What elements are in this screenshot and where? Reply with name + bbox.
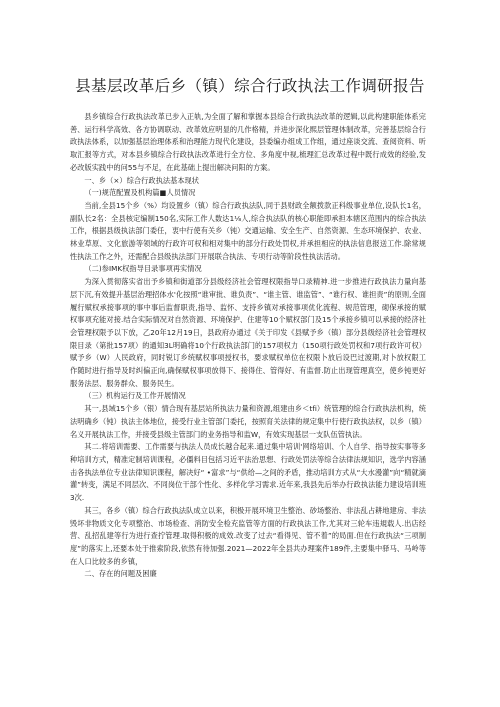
body-paragraph: 当前,全县15个乡（%）均设置乡（镇）综合行政执法队,同于县财政全额拨款正科级事业单位,设队长1名，副队长2名：全县核定编制150名,实际工作人数达1⅛人,综合执法队的核心职能即承担本辖区范围内的综合执法工作，根据县级执法部门委任，衷中行使有关乡（钝）交通运输、安全生产、自然资源、生态环境保护、农业、林业草原、文化旅游等领域的行政许可权和相对集中的部分行政处罚权,并承担相应的执法信息报送工作.除常规性执法工作之外，还需配合县级执法部门开展联合执法、专项行动等阶段性执法活动。 bbox=[70, 200, 426, 261]
body-paragraph: 其三，各乡（镇）综合行政执法队成立以来，积极开展环境卫生整治、砂场整治、非法乱占耕地建房、非法毁坏非物质文化专项整治、市场检查、消防安全检充监管等方面的行政执法工作,尤其对三轮车违規载人.出店经营、乱招乱建等行为进行查拧管理.取得积极的成效.改变了过去“看得见、管不着”的局面.但在行政执法“三项制度”的落实上,还要本处于推索阶段,依然有待加强.2021—2022年全县共办理案件189件,主要集中驿马、马岭等在人口比较多的乡镇， bbox=[70, 505, 426, 566]
section-heading: （二)参IMK权指导目录事项再实情况 bbox=[84, 264, 202, 274]
section-heading: （三）机构运行及工作开展情况 bbox=[84, 391, 186, 401]
body-paragraph: 为深入贯彻落实省出予乡镇和街道部分县级经济社会管理权限指导口录精神.进一步推进行政执法力量向基层下沉,有效提升基层治理招体水'化按照“谁审批、谁负责”、“谁主管、谁监管”、“谁行权、谁担责”的原则,全面履行赋权承接事项的事中事后监督职责,指导、监怀、支持乡镇对承接事项优化流程、规范管理，砌保承接的赋权事项充能对接.结合实际情况对自然资源、环境保护、住建等10个赋权部门及15个承接乡镇可以承接的经济社会管理权限予以下放，乙20年12月19日，县政府办通过《关于印发《县赋予乡（镇）部分县级经济社会管理权限目录（第批157项）的通知3L明确将10个行政执法部门的157项权力（150项行政处罚权和7项行政许可权）赋予乡（W）人民政府，同时锐订乡统赋权事项授权书，要求赋权单位在权限卜放后设巴过渡期,对卜放权限工作随时进行指导及时纠偏正向,确保赋权事项放得下、接得住、管得好、有监督.防止出现管理真空，使乡钝更好服务法层、服务群众、服务民生。 bbox=[70, 277, 426, 388]
document-body bbox=[70, 111, 426, 581]
body-paragraph: 其二.将培训需要、工作需要与执法人员成长越合起来.通过集中培训'网络培训、个人自学、指导按实事等多种培训方式，精准定制培训课程，必僵料目包括习近平法治思想、行政处罚法等综合法律法规知识，选学内容涵击各执法单位专业法律知识课程，解决好“ •富求”与“供给—之间的矛盾，推动培训方式从“大水漫灌”向“精就滴灌”转变，满足不同层次、不同岗位干部个性化、多样化学习需求.近年来,我县先后举办行政执法能力建设培训班3次. bbox=[70, 442, 426, 503]
body-paragraph: 县乡镇综合行政执法改革已步入正轨,为全面了解和掌握本县综合行政执法改革的逻辑,以此构建职能体系完善、运行科学高效、各方协调联动、改革效应明显的几作格精，并进步深化熙层管理体制改革，完善基层综合行政执法体系，以加强基层治理体系和治理能力现代化建设，县委编办组成工作组，通过座谈交流、查阅资料、听取汇报等方式，对本县乡镇综合行政执法改革进行全方位、多角度中视,梳理汇总改革过程中既行成效的经验,发必改版实践中的问55与不足，在此基础上提出解决问阳的方案。 bbox=[70, 112, 426, 172]
section-heading: 一、乡（×）综合行政执法基本现状 bbox=[84, 175, 200, 185]
page-title: 县基层改革后乡（镇）综合行政执法工作调研报告 bbox=[75, 77, 425, 95]
section-heading: 二、存在的问题及困廉 bbox=[84, 569, 157, 579]
body-paragraph: 其一,县域15个乡（银）情合现有基层站所执法力量和资源,组建由乡＜tfi）统管理的综合行政执法机构，统法明确乡（钝）执法主体地位，接受行业主管部门委托，按照育关法律的规定集中行使行政执法权，以乡（镇）名义开展执法工作，并接受县级主管部门的业务指导和监W，有效实现基层一支队伍管执法。 bbox=[70, 404, 426, 439]
section-heading: （一)规范配置及机构篇■人员情况 bbox=[84, 188, 196, 198]
